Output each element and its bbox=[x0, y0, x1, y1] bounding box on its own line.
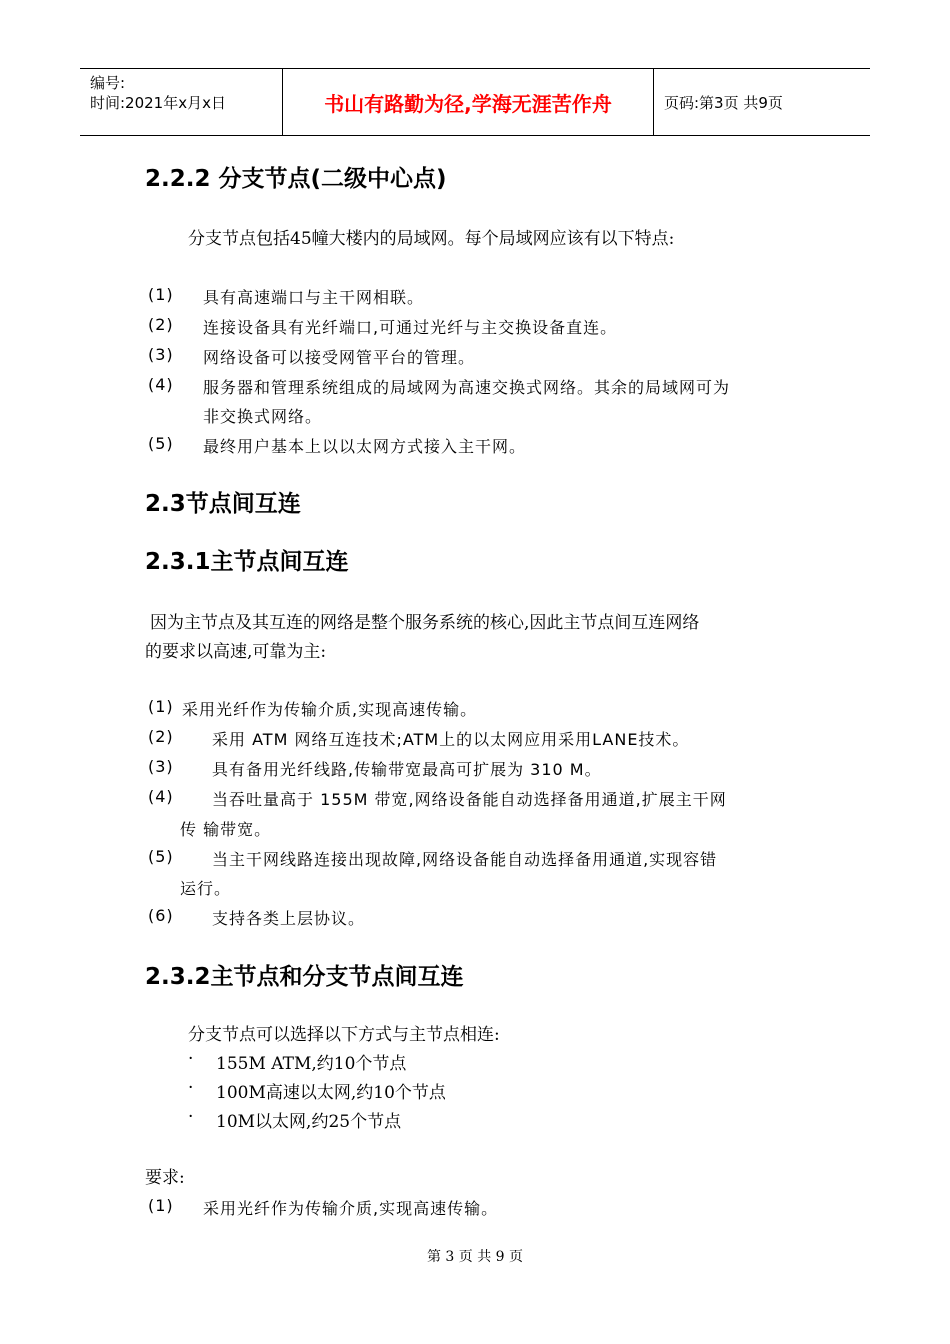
list-item-text: 非交换式网络。 bbox=[203, 407, 323, 426]
list-item: (4) bbox=[148, 375, 174, 394]
list-item: (5) bbox=[148, 434, 174, 453]
requirements-label: 要求: bbox=[145, 1168, 185, 1188]
list-item-text: 运行。 bbox=[180, 879, 232, 898]
header-motto: 书山有路勤为径,学海无涯苦作舟 bbox=[283, 69, 654, 135]
list-item-text: 采用光纤作为传输介质,实现高速传输。 bbox=[203, 1199, 499, 1218]
bullet-dot: · bbox=[188, 1078, 194, 1098]
list-item-text: 采用 ATM 网络互连技术;ATM上的以太网应用采用LANE技术。 bbox=[212, 730, 690, 749]
section-title-2-3: 2.3节点间互连 bbox=[145, 491, 301, 517]
section-intro-2-3-2: 分支节点可以选择以下方式与主节点相连: bbox=[188, 1025, 500, 1045]
list-item-text: 具有备用光纤线路,传输带宽最高可扩展为 310 M。 bbox=[212, 760, 602, 779]
list-item-text: 网络设备可以接受网管平台的管理。 bbox=[203, 348, 476, 367]
list-item: (1) bbox=[148, 697, 174, 716]
list-item-text: 传 输带宽。 bbox=[180, 820, 272, 839]
list-item: (3) bbox=[148, 757, 174, 776]
list-item-text: 服务器和管理系统组成的局域网为高速交换式网络。其余的局域网可为 bbox=[203, 378, 731, 397]
bullet-item: 10M以太网,约25个节点 bbox=[216, 1112, 402, 1132]
header-time: 时间:2021年x月x日 bbox=[90, 94, 226, 112]
section-title-2-2-2: 2.2.2 分支节点(二级中心点) bbox=[145, 166, 447, 192]
list-item: (6) bbox=[148, 906, 174, 925]
list-item-text: 连接设备具有光纤端口,可通过光纤与主交换设备直连。 bbox=[203, 318, 618, 337]
bullet-item: 100M高速以太网,约10个节点 bbox=[216, 1083, 446, 1103]
list-item-text: 具有高速端口与主干网相联。 bbox=[203, 288, 425, 307]
list-item: (5) bbox=[148, 847, 174, 866]
list-item-text: 支持各类上层协议。 bbox=[212, 909, 366, 928]
section-title-2-3-2: 2.3.2主节点和分支节点间互连 bbox=[145, 964, 464, 990]
list-item: (2) bbox=[148, 727, 174, 746]
list-item: (1) bbox=[148, 285, 174, 304]
page-header bbox=[80, 68, 870, 136]
list-item-text: 当吞吐量高于 155M 带宽,网络设备能自动选择备用通道,扩展主干网 bbox=[212, 790, 727, 809]
bullet-dot: · bbox=[188, 1049, 194, 1069]
bullet-dot: · bbox=[188, 1107, 194, 1127]
list-item-text: 采用光纤作为传输介质,实现高速传输。 bbox=[182, 700, 478, 719]
list-item: (4) bbox=[148, 787, 174, 806]
list-item: (3) bbox=[148, 345, 174, 364]
list-item-text: 最终用户基本上以以太网方式接入主干网。 bbox=[203, 437, 527, 456]
section-intro-2-3-1-line1: 因为主节点及其互连的网络是整个服务系统的核心,因此主节点间互连网络 bbox=[150, 613, 700, 633]
list-item: (2) bbox=[148, 315, 174, 334]
list-item-text: 当主干网线路连接出现故障,网络设备能自动选择备用通道,实现容错 bbox=[212, 850, 718, 869]
section-title-2-3-1: 2.3.1主节点间互连 bbox=[145, 549, 349, 575]
list-item: (1) bbox=[148, 1196, 174, 1215]
section-intro-2-3-1-line2: 的要求以高速,可靠为主: bbox=[145, 642, 327, 662]
section-intro-2-2-2: 分支节点包括45幢大楼内的局域网。每个局域网应该有以下特点: bbox=[188, 229, 675, 249]
header-page: 页码:第3页 共9页 bbox=[664, 93, 783, 112]
page-footer: 第 3 页 共 9 页 bbox=[426, 1249, 524, 1265]
header-number: 编号: bbox=[90, 74, 126, 92]
header-meta bbox=[80, 69, 283, 135]
bullet-item: 155M ATM,约10个节点 bbox=[216, 1054, 407, 1074]
